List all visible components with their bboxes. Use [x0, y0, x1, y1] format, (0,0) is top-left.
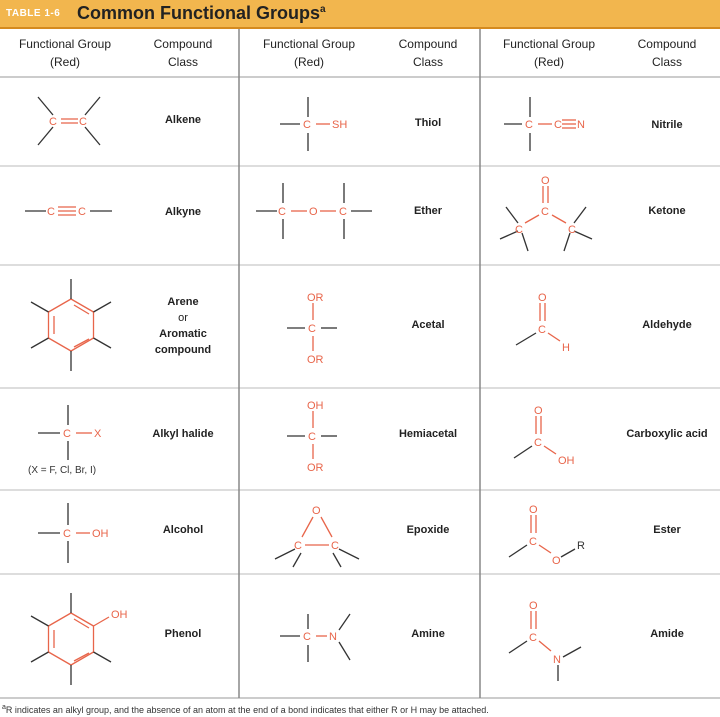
header-class-line2: Class	[167, 55, 198, 69]
class-aromatic-line2: compound	[154, 344, 212, 356]
footnote-mark: a	[2, 704, 6, 711]
header-compound-class	[130, 35, 236, 71]
footnote-text: R indicates an alkyl group, and the absence of an atom at the end of a bond indicates that either R or H may be attached.	[5, 705, 489, 715]
atom-label: N	[577, 119, 585, 131]
class-alcohol: Alcohol	[162, 524, 204, 536]
title-footnote-mark: a	[320, 4, 326, 15]
ketone-structure	[492, 171, 602, 256]
atom-label: C	[303, 631, 311, 643]
class-ketone: Ketone	[648, 205, 686, 217]
atom-label: C	[63, 528, 71, 540]
header-group-line2: (Red)	[49, 55, 80, 69]
atom-label: R	[577, 540, 585, 552]
class-acetal: Acetal	[411, 319, 445, 331]
header-functional-group	[481, 35, 617, 71]
header-class-line1: Compound	[398, 37, 458, 51]
table-title	[77, 3, 326, 24]
atom-label: OR	[307, 354, 324, 366]
atom-label: C	[529, 632, 537, 644]
class-alkyne: Alkyne	[164, 206, 202, 218]
header-compound-class	[617, 35, 717, 71]
header-functional-group	[0, 35, 130, 71]
atom-label: C	[79, 116, 87, 128]
class-arene	[130, 294, 236, 358]
atom-label: O	[538, 292, 547, 304]
atom-label: C	[303, 119, 311, 131]
atom-label: C	[554, 119, 562, 131]
amide-structure	[505, 597, 605, 687]
thiol-structure	[270, 93, 380, 153]
atom-label: O	[312, 505, 321, 517]
class-aromatic-line1: Aromatic	[159, 328, 207, 340]
class-amide: Amide	[650, 628, 684, 640]
class-epoxide: Epoxide	[406, 524, 450, 536]
table-footnote	[2, 704, 489, 715]
class-nitrile: Nitrile	[651, 119, 683, 131]
header-group-line1: Functional Group	[18, 37, 112, 51]
aldehyde-structure	[510, 287, 590, 367]
header-functional-group	[240, 35, 378, 71]
header-class-line1: Compound	[637, 37, 697, 51]
header-class-line2: Class	[412, 55, 443, 69]
epoxide-structure	[265, 499, 375, 569]
atom-label: O	[534, 405, 543, 417]
atom-label: C	[541, 206, 549, 218]
atom-label: O	[552, 555, 561, 567]
class-hemiacetal: Hemiacetal	[398, 428, 458, 440]
acetal-structure	[275, 287, 375, 367]
atom-label: N	[329, 631, 337, 643]
atom-label: C	[339, 206, 347, 218]
nitrile-structure	[500, 93, 610, 153]
class-amine: Amine	[411, 628, 445, 640]
atom-label: O	[529, 600, 538, 612]
class-ether: Ether	[413, 205, 443, 217]
atom-label: C	[534, 437, 542, 449]
atom-label: C	[515, 224, 523, 236]
class-carboxylic-acid: Carboxylic acid	[626, 428, 708, 440]
atom-label: OH	[307, 400, 324, 412]
carboxylic-acid-structure	[510, 402, 600, 482]
atom-label: OH	[92, 528, 109, 540]
table-tag: TABLE 1-6	[6, 8, 61, 19]
table-title-bar	[0, 0, 720, 29]
atom-label: C	[78, 206, 86, 218]
atom-label: C	[308, 431, 316, 443]
class-phenol: Phenol	[164, 628, 202, 640]
alkyl-halide-structure	[30, 403, 120, 463]
class-arene-or: or	[178, 312, 188, 324]
alkyne-structure	[20, 194, 130, 224]
phenol-structure	[15, 579, 135, 694]
atom-label: C	[294, 540, 302, 552]
atom-label: C	[308, 323, 316, 335]
header-class-line1: Compound	[153, 37, 213, 51]
header-group-line2: (Red)	[533, 55, 564, 69]
alkene-structure	[20, 87, 130, 157]
alcohol-structure	[30, 499, 130, 567]
atom-label: C	[568, 224, 576, 236]
atom-label: C	[331, 540, 339, 552]
atom-label: SH	[332, 119, 348, 131]
atom-label: N	[553, 654, 561, 666]
ester-structure	[505, 501, 605, 571]
amine-structure	[270, 604, 370, 668]
header-group-line2: (Red)	[293, 55, 324, 69]
atom-label: C	[529, 536, 537, 548]
atom-label: C	[278, 206, 286, 218]
atom-label: X	[94, 428, 102, 440]
atom-label: C	[49, 116, 57, 128]
atom-label: O	[541, 175, 550, 187]
atom-label: O	[529, 504, 538, 516]
class-aldehyde: Aldehyde	[642, 319, 692, 331]
class-thiol: Thiol	[414, 117, 442, 129]
class-alkene: Alkene	[164, 114, 202, 126]
table-title-text: Common Functional Groups	[77, 3, 320, 23]
atom-label: C	[538, 324, 546, 336]
atom-label: OH	[111, 609, 128, 621]
class-alkyl-halide: Alkyl halide	[152, 428, 214, 440]
class-arene-name: Arene	[167, 296, 199, 308]
ether-structure	[250, 179, 380, 243]
header-class-line2: Class	[651, 55, 682, 69]
header-group-line1: Functional Group	[262, 37, 356, 51]
atom-label: C	[525, 119, 533, 131]
atom-label: C	[63, 428, 71, 440]
atom-label: H	[562, 342, 570, 354]
atom-label: C	[47, 206, 55, 218]
atom-label: OR	[307, 292, 324, 304]
functional-groups-table	[0, 29, 720, 699]
halide-note: (X = F, Cl, Br, I)	[28, 465, 97, 476]
header-compound-class	[378, 35, 478, 71]
header-group-line1: Functional Group	[502, 37, 596, 51]
atom-label: O	[309, 206, 318, 218]
arene-ring-structure	[15, 269, 130, 384]
atom-label: OR	[307, 462, 324, 474]
hemiacetal-structure	[275, 395, 375, 475]
atom-label: OH	[558, 455, 575, 467]
class-ester: Ester	[653, 524, 681, 536]
